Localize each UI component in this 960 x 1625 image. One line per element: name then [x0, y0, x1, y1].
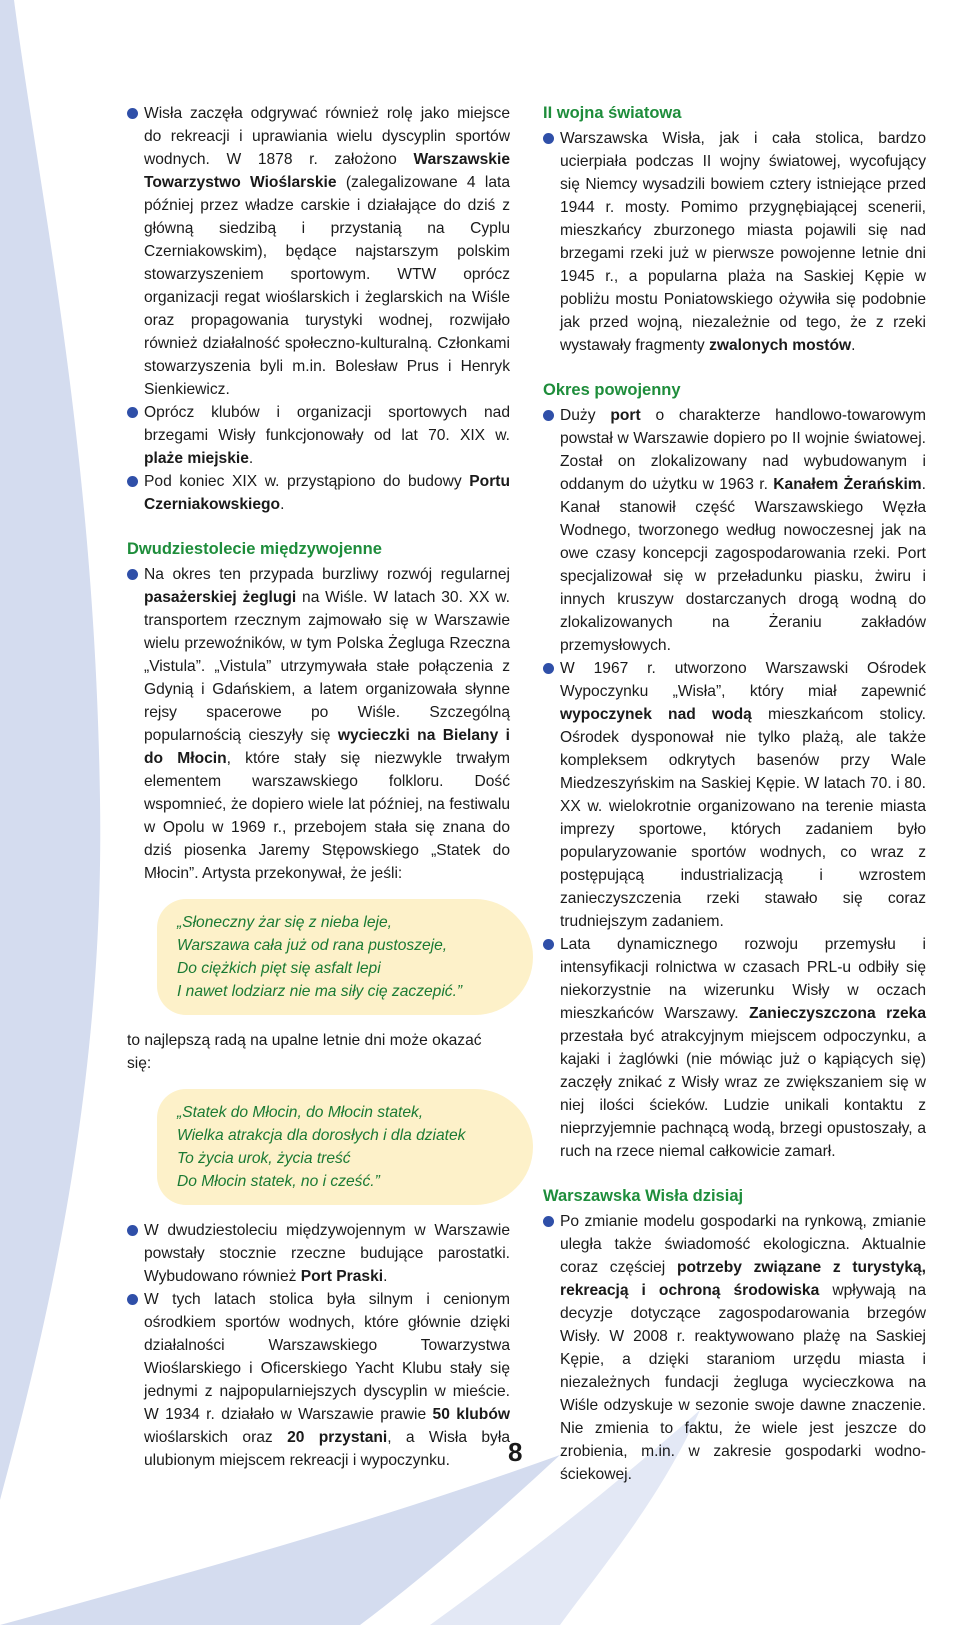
page-number: 8	[508, 1437, 523, 1467]
list-item: Duży port o charakterze handlowo-towarowym powstał w Warszawie dopiero po II wojnie światowej. Został on zlokalizowany nad wybudowanym i oddanym do użytku w 1963 r. Kanałem Żerańskim. Kanał stanowił część Warszawskiego Węzła Wodnego, tworzonego według nowoczesnej jak na owe czasy koncepcji zagospodarowania rzeki. Port specjalizował się w przeładunku piasku, żwiru i innych kruszyw dostarczanych drogą wodną do zlokalizowanych na Żeraniu zakładów przemysłowych.	[543, 404, 926, 657]
quote-line: Do ciężkich pięt się asfalt lepi	[177, 960, 381, 977]
song-quote	[157, 1089, 493, 1205]
section-heading: Okres powojenny	[543, 381, 681, 399]
list-item: Warszawska Wisła, jak i cała stolica, bardzo ucierpiała podczas II wojny światowej, wycofujący się Niemcy wysadzili bowiem cztery istniejące przed 1944 r. mosty. Pomimo przygnębiającej scenerii, mieszkańcy zburzonego miasta pojawili się nad brzegami rzeki już w pierwsze powojenne letnie dni 1945 r., a popularna plaża na Saskiej Kępie w pobliżu mostu Poniatowskiego ożywiła się podobnie jak przed wojną, niezależnie od tego, że z rzeki wystawały fragmenty zwalonych mostów.	[543, 127, 926, 357]
section-heading: Dwudziestolecie międzywojenne	[127, 540, 382, 558]
paragraph: to najlepszą radą na upalne letnie dni może okazać się:	[127, 1032, 482, 1072]
list-item: W tych latach stolica była silnym i cenionym ośrodkiem sportów wodnych, które głównie dzięki działalności Warszawskiego Towarzystwa Wioślarskiego i Oficerskiego Yacht Klubu stały się jednymi z najpopularniejszych dyscyplin w mieście. W 1934 r. działało w Warszawie prawie 50 klubów wioślarskich oraz 20 przystani, a Wisła była ulubionym miejscem rekreacji i wypoczynku.	[127, 1288, 510, 1472]
list-item: Lata dynamicznego rozwoju przemysłu i intensyfikacji rolnictwa w czasach PRL-u odbiły się niekorzystnie na wizerunku Wisły w oczach mieszkańców Warszawy. Zanieczyszczona rzeka przestała być atrakcyjnym miejscem odpoczynku, a kajaki i żaglówki (nie mówiąc już o kąpiących się) zaczęły znikać z Wisły wraz ze zwiększaniem się w niej ilości ścieków. Ludzie unikali kontaktu z nieprzyjemnie pachnącą wodą, brzegi opustoszały, a ruch na rzece niemal całkowicie zamarł.	[543, 933, 926, 1163]
left-column	[127, 102, 510, 1472]
section-heading: Warszawska Wisła dzisiaj	[543, 1187, 744, 1205]
quote-line: I nawet lodziarz nie ma siły cię zaczepić.”	[177, 983, 463, 1000]
section-heading: II wojna światowa	[543, 104, 682, 122]
list-item: Pod koniec XIX w. przystąpiono do budowy Portu Czerniakowskiego.	[127, 470, 510, 516]
list-item: Oprócz klubów i organizacji sportowych nad brzegami Wisły funkcjonowały od lat 70. XIX w. plaże miejskie.	[127, 401, 510, 470]
list-item: Po zmianie modelu gospodarki na rynkową, zmianie uległa także świadomość ekologiczna. Aktualnie coraz częściej potrzeby związane z turystyką, rekreacją i ochroną środowiska wpływają na decyzje dotyczące zagospodarowania brzegów Wisły. W 2008 r. reaktywowano plażę na Saskiej Kępie, a dzięki staraniom urzędu miasta i niezależnych fundacji żegluga wycieczkowa na Wiśle odzyskuje w sezonie swoje dawne znaczenie. Nie zmienia to faktu, że wiele jest jeszcze do zrobienia, m.in. w zakresie gospodarki wodno-ściekowej.	[543, 1210, 926, 1486]
song-quote	[157, 899, 493, 1015]
list-item: W 1967 r. utworzono Warszawski Ośrodek Wypoczynku „Wisła”, który miał zapewnić wypoczynek nad wodą mieszkańcom stolicy. Ośrodek dysponował nie tylko plażą, ale także kompleksem odkrytych basenów przy Wale Miedzeszyńskim na Saskiej Kępie. W latach 70. i 80. XX w. wielokrotnie organizowano na terenie miasta imprezy sportowe, których zadaniem było popularyzowanie sportów wodnych, co wraz z postępującą industrializacją i wzrostem zanieczyszczenia rzeki stawało się coraz trudniejszym zadaniem.	[543, 657, 926, 933]
quote-line: Warszawa cała już od rana pustoszeje,	[177, 937, 448, 954]
list-item: W dwudziestoleciu międzywojennym w Warszawie powstały stocznie rzeczne budujące parostatki. Wybudowano również Port Praski.	[127, 1219, 510, 1288]
list-item: Wisła zaczęła odgrywać również rolę jako miejsce do rekreacji i uprawiania wielu dyscyplin sportów wodnych. W 1878 r. założono Warszawskie Towarzystwo Wioślarskie (zalegalizowane 4 lata później przez władze carskie i działające do dziś z główną siedzibą i przystanią na Cyplu Czerniakowskim), będące najstarszym polskim stowarzyszeniem sportowym. WTW oprócz organizacji regat wioślarskich i żeglarskich na Wiśle oraz propagowania turystyki wodnej, rozwijało również działalność społeczno-kulturalną. Członkami stowarzyszenia byli m.in. Bolesław Prus i Henryk Sienkiewicz.	[127, 102, 510, 401]
list-item: Na okres ten przypada burzliwy rozwój regularnej pasażerskiej żeglugi na Wiśle. W latach 30. XX w. transportem rzecznym zajmowało się w Warszawie wielu przewoźników, w tym Polska Żegluga Rzeczna „Vistula”. „Vistula” utrzymywała stałe połączenia z Gdynią i Gdańskiem, a latem organizowała słynne rejsy spacerowe po Wiśle. Szczególną popularnością cieszyły się wycieczki na Bielany i do Młocin, które stały się niezwykle trwałym elementem warszawskiego folkloru. Dość wspomnieć, że dopiero wiele lat później, na festiwalu w Opolu w 1969 r., przebojem stała się znana do dziś piosenka Jaremy Stępowskiego „Statek do Młocin”. Artysta przekonywał, że jeśli:	[127, 563, 510, 885]
right-column	[543, 102, 926, 1486]
quote-line: Wielka atrakcja dla dorosłych i dla dziatek	[177, 1127, 466, 1144]
quote-line: „Statek do Młocin, do Młocin statek,	[177, 1104, 424, 1121]
quote-line: To życia urok, życia treść	[177, 1150, 351, 1167]
decorative-wave-left	[0, 0, 120, 1625]
quote-line: „Słoneczny żar się z nieba leje,	[177, 914, 392, 931]
quote-line: Do Młocin statek, no i cześć.”	[177, 1173, 380, 1190]
